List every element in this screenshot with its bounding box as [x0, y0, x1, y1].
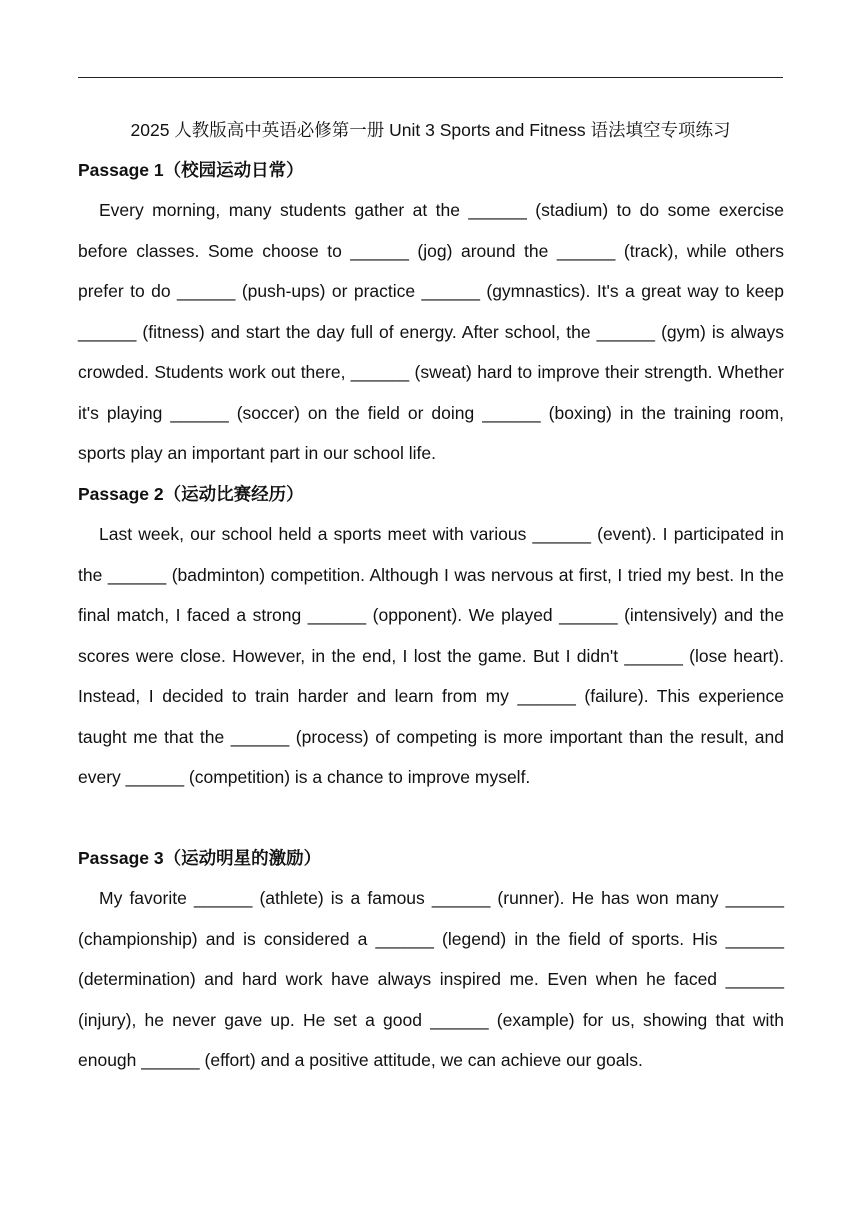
passage-3-heading: Passage 3（运动明星的激励） — [78, 848, 322, 868]
passage-3-text: My favorite ______ (athlete) is a famous ______ (runner). He has won many ______ (championship) and is considered a ______ (legend) in the field of sports. His ______ (determination) and hard work have always inspired me. Even when he faced ______ (injury), he never gave up. He set a good ______ (example) for us, showing that with enough ______ (effort) and a positive attitude, we can achieve our goals. — [78, 888, 784, 1070]
passage-1-text: Every morning, many students gather at the ______ (stadium) to do some exercise before classes. Some choose to ______ (jog) around the ______ (track), while others prefer to do ______ (push-ups) or practice ______ (gymnastics). It's a great way to keep ______ (fitness) and start the day full of energy. After school, the ______ (gym) is always crowded. Students work out there, ______ (sweat) hard to improve their strength. Whether it's playing ______ (soccer) on the field or doing ______ (boxing) in the training room, sports play an important part in our school life. — [78, 200, 784, 463]
passage-2-text: Last week, our school held a sports meet with various ______ (event). I participated in the ______ (badminton) competition. Although I was nervous at first, I tried my best. In the final match, I faced a strong ______ (opponent). We played ______ (intensively) and the scores were close. However, in the end, I lost the game. But I didn't ______ (lose heart). Instead, I decided to train harder and learn from my ______ (failure). This experience taught me that the ______ (process) of competing is more important than the result, and every ______ (competition) is a chance to improve myself. — [78, 524, 784, 787]
passage-1-heading: Passage 1（校园运动日常） — [78, 160, 304, 180]
header-rule — [78, 77, 783, 78]
document-title: 2025 人教版高中英语必修第一册 Unit 3 Sports and Fitness 语法填空专项练习 — [130, 120, 731, 140]
passage-2-heading: Passage 2（运动比赛经历） — [78, 484, 304, 504]
